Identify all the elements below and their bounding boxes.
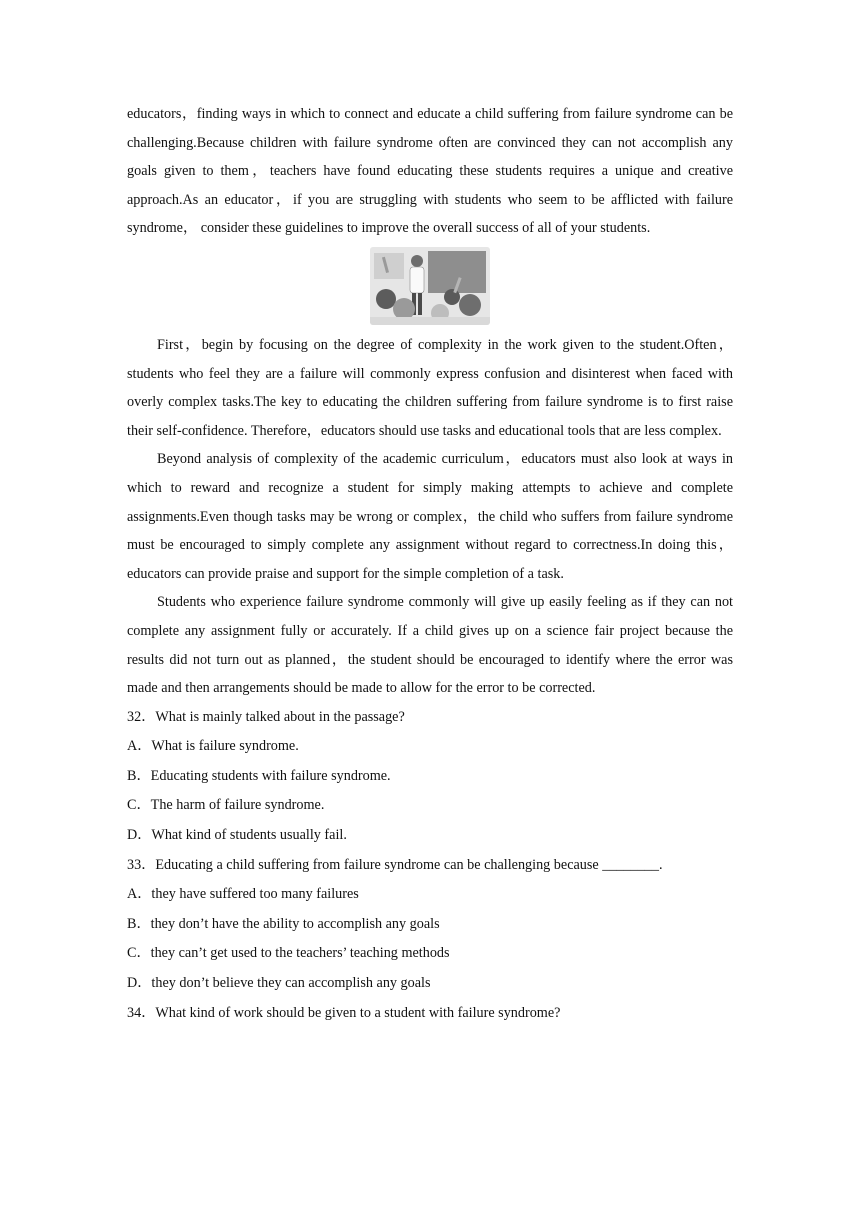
passage-intro: educators，finding ways in which to connect and educate a child suffering from failure syndrome can be challenging.Because children with failure syndrome often are convinced they can not accomplish any goals given to them，teachers have found educating these students requires a unique and creative approach.As an educator，if you are struggling with students who seem to be afflicted with failure syndrome， consider these guidelines to improve the overall success of all of your students.	[127, 106, 733, 237]
option-d: D．What kind of students usually fail.	[127, 827, 347, 844]
question-32	[127, 703, 733, 851]
classroom-photo	[370, 247, 490, 325]
question-33	[127, 851, 733, 999]
question-34	[127, 999, 733, 1029]
option-b: B．they don’t have the ability to accomplish any goals	[127, 915, 440, 932]
question-stem: 33．Educating a child suffering from failure syndrome can be challenging because ________.	[127, 856, 663, 873]
passage-paragraph-3: Students who experience failure syndrome commonly will give up easily feeling as if they can not complete any assignment fully or accurately. If a child gives up on a science fair project because the results did not turn out as planned，the student should be encouraged to identify where the error was made and then arrangements should be made to allow for the error to be corrected.	[127, 594, 733, 697]
passage-paragraph-1: First，begin by focusing on the degree of complexity in the work given to the student.Often，students who feel they are a failure will commonly express confusion and disinterest when faced with overly complex tasks.The key to educating the children suffering from failure syndrome is to first raise their self-confidence. Therefore，educators should use tasks and educational tools that are less complex.	[127, 336, 733, 439]
option-a: A．What is failure syndrome.	[127, 738, 299, 755]
option-d: D．they don’t believe they can accomplish any goals	[127, 975, 431, 992]
document-page	[127, 100, 733, 1028]
passage-paragraph-2: Beyond analysis of complexity of the academic curriculum，educators must also look at ways in which to reward and recognize a student for simply making attempts to achieve and complete assignments.Even though tasks may be wrong or complex，the child who suffers from failure syndrome must be encouraged to simply complete any assignment without regard to correctness.In doing this，educators can provide praise and support for the simple completion of a task.	[127, 451, 733, 582]
option-c: C．they can’t get used to the teachers’ teaching methods	[127, 945, 450, 962]
option-c: C．The harm of failure syndrome.	[127, 797, 325, 814]
question-stem: 34．What kind of work should be given to a student with failure syndrome?	[127, 1004, 561, 1021]
option-a: A．they have suffered too many failures	[127, 886, 359, 903]
classroom-photo-icon	[370, 247, 490, 325]
question-stem: 32．What is mainly talked about in the passage?	[127, 708, 405, 725]
option-b: B．Educating students with failure syndrome.	[127, 767, 391, 784]
